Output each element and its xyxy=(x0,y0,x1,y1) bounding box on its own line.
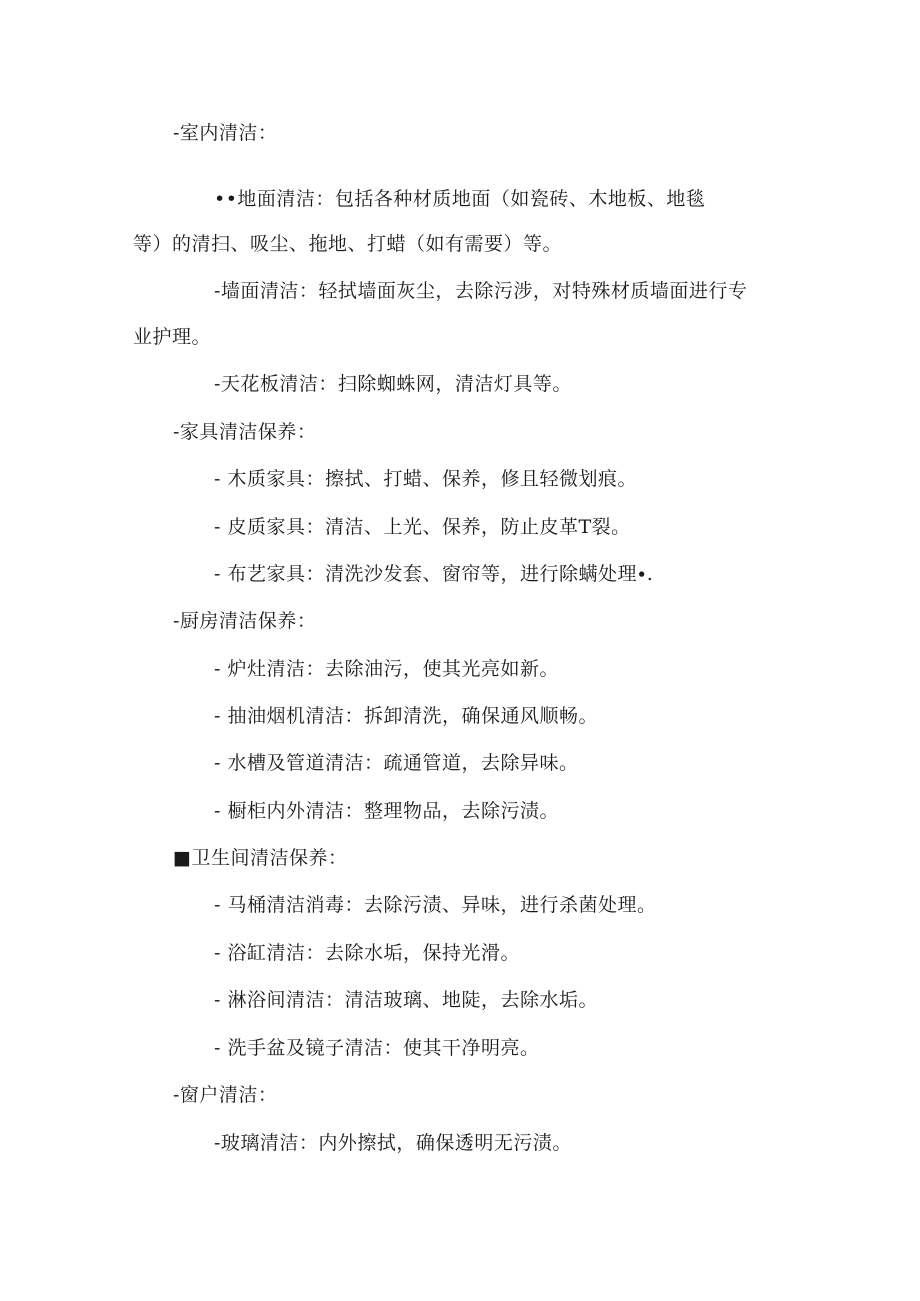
item-wall-cleaning-cont: 业护理。 xyxy=(133,326,212,348)
section-heading-window: -窗户清洁： xyxy=(173,1084,278,1106)
section-heading-bathroom: ■卫生间清洁保养： xyxy=(173,847,348,869)
item-glass-cleaning: -玻璃清洁：内外擦拭，确保透明无污渍。 xyxy=(214,1132,572,1154)
item-cabinet-cleaning: - 橱柜内外清洁：整理物品，去除污渍。 xyxy=(214,800,559,822)
item-bathtub-cleaning: - 浴缸清洁：去除水垢，保持光滑。 xyxy=(214,942,520,964)
item-floor-cleaning: ••地面清洁：包括各种材质地面（如瓷砖、木地板、地毯 xyxy=(214,188,706,210)
item-stove-cleaning: - 炉灶清洁：去除油污，使其光亮如新。 xyxy=(214,658,559,680)
item-range-hood-cleaning: - 抽油烟机清洁：拆卸清洗，确保通风顺畅。 xyxy=(214,705,598,727)
item-ceiling-cleaning: -天花板清洁：扫除蜘蛛网，清洁灯具等。 xyxy=(214,373,572,395)
item-basin-mirror-cleaning: - 洗手盆及镜子清洁：使其干净明亮。 xyxy=(214,1037,540,1059)
item-fabric-furniture: - 布艺家具：清洗沙发套、窗帘等，进行除螨处理∙. xyxy=(214,563,654,585)
item-leather-furniture: - 皮质家具：清洁、上光、保养，防止皮革T裂。 xyxy=(214,516,631,538)
section-heading-indoor: -室内清洁： xyxy=(173,122,278,144)
item-toilet-cleaning: - 马桶清洁消毒：去除污渍、异味，进行杀菌处理。 xyxy=(214,894,657,916)
item-wall-cleaning: -墙面清洁：轻拭墙面灰尘，去除污涉，对特殊材质墙面进行专 xyxy=(214,280,748,302)
section-heading-furniture: -家具清洁保养： xyxy=(173,421,317,443)
item-wood-furniture: - 木质家具：擦拭、打蜡、保养，修且轻微划痕。 xyxy=(214,468,637,490)
section-heading-kitchen: -厨房清洁保养： xyxy=(173,610,317,632)
item-sink-pipe-cleaning: - 水槽及管道清洁：疏通管道，去除异味。 xyxy=(214,752,579,774)
item-shower-cleaning: - 淋浴间清洁：清洁玻璃、地陡，去除水垢。 xyxy=(214,989,598,1011)
item-floor-cleaning-cont: 等）的清扫、吸尘、拖地、打蜡（如有需要）等。 xyxy=(133,233,563,255)
